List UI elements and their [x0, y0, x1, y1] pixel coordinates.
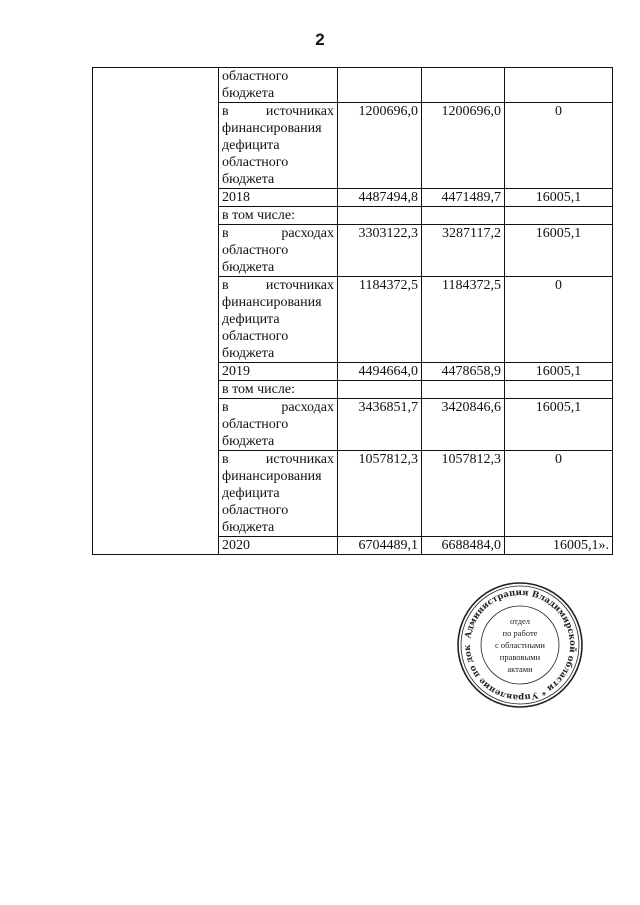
value-cell	[505, 381, 613, 399]
value-cell	[338, 381, 422, 399]
empty-first-column	[93, 68, 219, 555]
value-cell	[338, 207, 422, 225]
row-label: в источниках финансирования дефицита областного бюджета	[219, 277, 338, 363]
value-cell: 0	[505, 451, 613, 537]
value-cell: 4487494,8	[338, 189, 422, 207]
value-cell: 3303122,3	[338, 225, 422, 277]
stamp-line: актами	[507, 664, 533, 674]
value-cell	[422, 68, 505, 103]
value-cell	[422, 207, 505, 225]
value-cell: 16005,1».	[505, 537, 613, 555]
budget-table	[92, 67, 613, 555]
row-label: в источниках финансирования дефицита областного бюджета	[219, 103, 338, 189]
row-label: в том числе:	[219, 381, 338, 399]
value-cell: 3287117,2	[422, 225, 505, 277]
value-cell: 4478658,9	[422, 363, 505, 381]
value-cell: 1057812,3	[338, 451, 422, 537]
value-cell: 6688484,0	[422, 537, 505, 555]
value-cell: 0	[505, 277, 613, 363]
row-label: в том числе:	[219, 207, 338, 225]
value-cell	[505, 207, 613, 225]
row-label-year: 2020	[219, 537, 338, 555]
value-cell	[338, 68, 422, 103]
official-stamp	[455, 580, 585, 710]
value-cell: 16005,1	[505, 189, 613, 207]
row-label: в расходах областного бюджета	[219, 225, 338, 277]
page-number: 2	[315, 30, 325, 49]
value-cell: 16005,1	[505, 399, 613, 451]
value-cell	[422, 381, 505, 399]
row-label: областного бюджета	[219, 68, 338, 103]
stamp-outer-text: Администрация Владимирской области * Управление по док	[462, 587, 578, 703]
value-cell: 16005,1	[505, 225, 613, 277]
value-cell: 0	[505, 103, 613, 189]
row-label: в источниках финансирования дефицита областного бюджета	[219, 451, 338, 537]
value-cell: 6704489,1	[338, 537, 422, 555]
value-cell: 1057812,3	[422, 451, 505, 537]
row-label-year: 2019	[219, 363, 338, 381]
stamp-line: с областными	[495, 640, 545, 650]
value-cell: 1184372,5	[338, 277, 422, 363]
value-cell: 4471489,7	[422, 189, 505, 207]
value-cell: 4494664,0	[338, 363, 422, 381]
stamp-line: правовыми	[499, 652, 541, 662]
value-cell: 3436851,7	[338, 399, 422, 451]
stamp-seal-icon	[455, 580, 585, 710]
value-cell: 1200696,0	[422, 103, 505, 189]
table-row	[93, 68, 613, 103]
stamp-line: отдел	[509, 616, 531, 626]
value-cell: 1200696,0	[338, 103, 422, 189]
stamp-line: по работе	[502, 628, 538, 638]
value-cell: 1184372,5	[422, 277, 505, 363]
value-cell: 3420846,6	[422, 399, 505, 451]
value-cell: 16005,1	[505, 363, 613, 381]
row-label-year: 2018	[219, 189, 338, 207]
value-cell	[505, 68, 613, 103]
row-label: в расходах областного бюджета	[219, 399, 338, 451]
